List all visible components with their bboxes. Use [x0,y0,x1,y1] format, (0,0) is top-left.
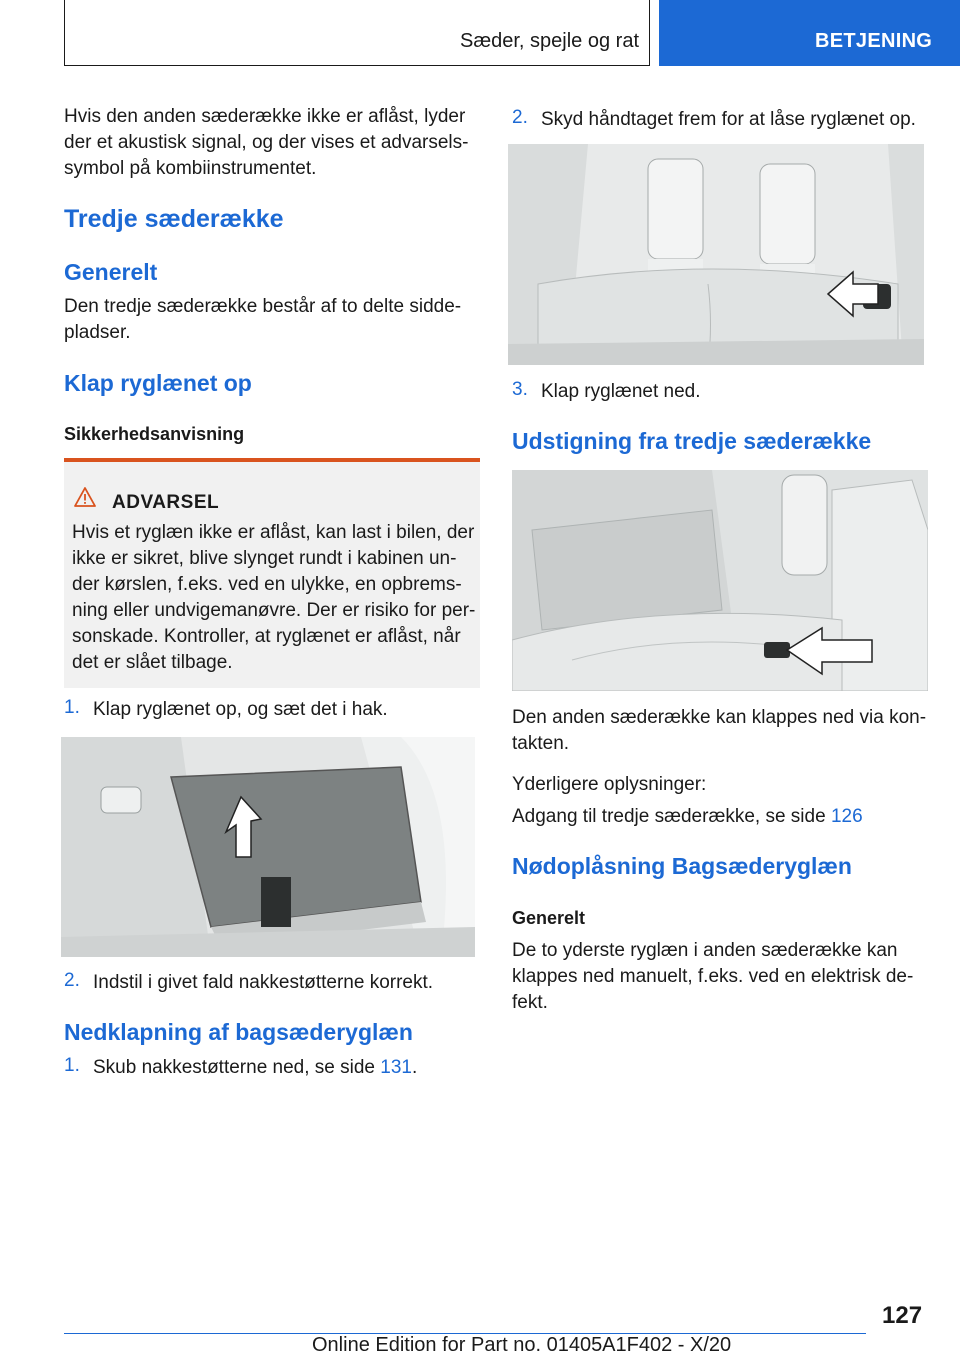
step-number: 1. [64,1055,80,1076]
paragraph-line: Den anden sæderække kan klappes ned via kon- [512,707,927,728]
step-number: 2. [512,107,528,128]
page-number: 127 [882,1302,923,1329]
step-text: Klap ryglænet op, og sæt det i hak. [93,699,388,720]
generelt2-paragraph [512,938,932,1016]
seat-unlock-handle-illustration [508,144,924,365]
paragraph-line: klappes ned manuelt, f.eks. ved en elektrisk de- [512,966,914,987]
generelt-paragraph [64,294,484,346]
chapter-tab[interactable] [659,0,960,66]
page-link-126[interactable]: 126 [830,806,863,827]
seat-folding-up-illustration [61,737,475,957]
heading-generelt-2: Generelt [512,908,586,928]
page-link-131[interactable]: 131 [380,1057,412,1078]
footer-edition: Online Edition for Part no. 01405A1F402 - X/20 [312,1334,732,1356]
intro-line: der et akustisk signal, og der vises et advarsels- [64,132,469,153]
heading-udstigning: Udstigning fra tredje sæderække [512,428,872,454]
udstigning-paragraph [512,705,932,757]
header-section-box [64,0,650,66]
heading-nodoplasning: Nødoplåsning Bagsæderyglæn [512,853,852,879]
cross-reference-text: Adgang til tredje sæderække, se side [512,806,831,827]
step-text: Klap ryglænet ned. [541,381,701,402]
step-number: 3. [512,379,528,400]
step-number: 1. [64,697,80,718]
heading-generelt: Generelt [64,259,158,285]
warning-line: Hvis et ryglæn ikke er aflåst, kan last i bilen, der [72,522,475,543]
heading-klap-ryglaenet-op: Klap ryglænet op [64,370,252,396]
intro-line: symbol på kombiinstrumentet. [64,158,317,179]
paragraph-line: pladser. [64,322,131,343]
heading-tredje-saederaekke: Tredje sæderække [64,205,284,233]
seat-illustration-1 [61,737,475,957]
step-text-end: . [411,1057,418,1078]
warning-line: sonskade. Kontroller, at ryglænet er aflåst, når [72,626,461,647]
paragraph-line: Den tredje sæderække består af to delte sidde- [64,296,462,317]
more-info-label: Yderligere oplysninger: [512,774,707,795]
step-text: Indstil i givet fald nakkestøtterne korrekt. [93,972,434,993]
warning-triangle-icon [74,486,96,508]
intro-line: Hvis den anden sæderække ikke er aflåst, lyder [64,106,466,127]
warning-line: ikke er sikret, blive slynget rundt i kabinen un- [72,548,457,569]
seat-illustration-2 [508,144,924,365]
step-text: Skyd håndtaget frem for at låse ryglænet op. [541,109,916,130]
heading-nedklapning: Nedklapning af bagsæderyglæn [64,1019,413,1045]
step-text [93,1055,417,1081]
heading-sikkerhedsanvisning: Sikkerhedsanvisning [64,424,245,444]
chapter-tab-label: BETJENING [815,30,933,52]
step-text-main: Skub nakkestøtterne ned, se side [93,1057,381,1078]
warning-line: der kørslen, f.eks. ved en ulykke, en opbrems- [72,574,462,595]
warning-box [64,458,480,688]
warning-title: ADVARSEL [112,492,220,513]
warning-line: ning eller undvigemanøvre. Der er risiko for per- [72,600,476,621]
paragraph-line: De to yderste ryglæn i anden sæderække kan [512,940,898,961]
warning-line: det er slået tilbage. [72,652,233,673]
paragraph-line: fekt. [512,992,548,1013]
cross-reference [512,804,863,830]
intro-paragraph [64,104,484,182]
paragraph-line: takten. [512,733,570,754]
seat-illustration-3 [512,470,928,691]
step-number: 2. [64,970,80,991]
section-title: Sæder, spejle og rat [460,30,639,52]
warning-text [72,520,476,676]
exit-button-illustration [512,470,928,691]
